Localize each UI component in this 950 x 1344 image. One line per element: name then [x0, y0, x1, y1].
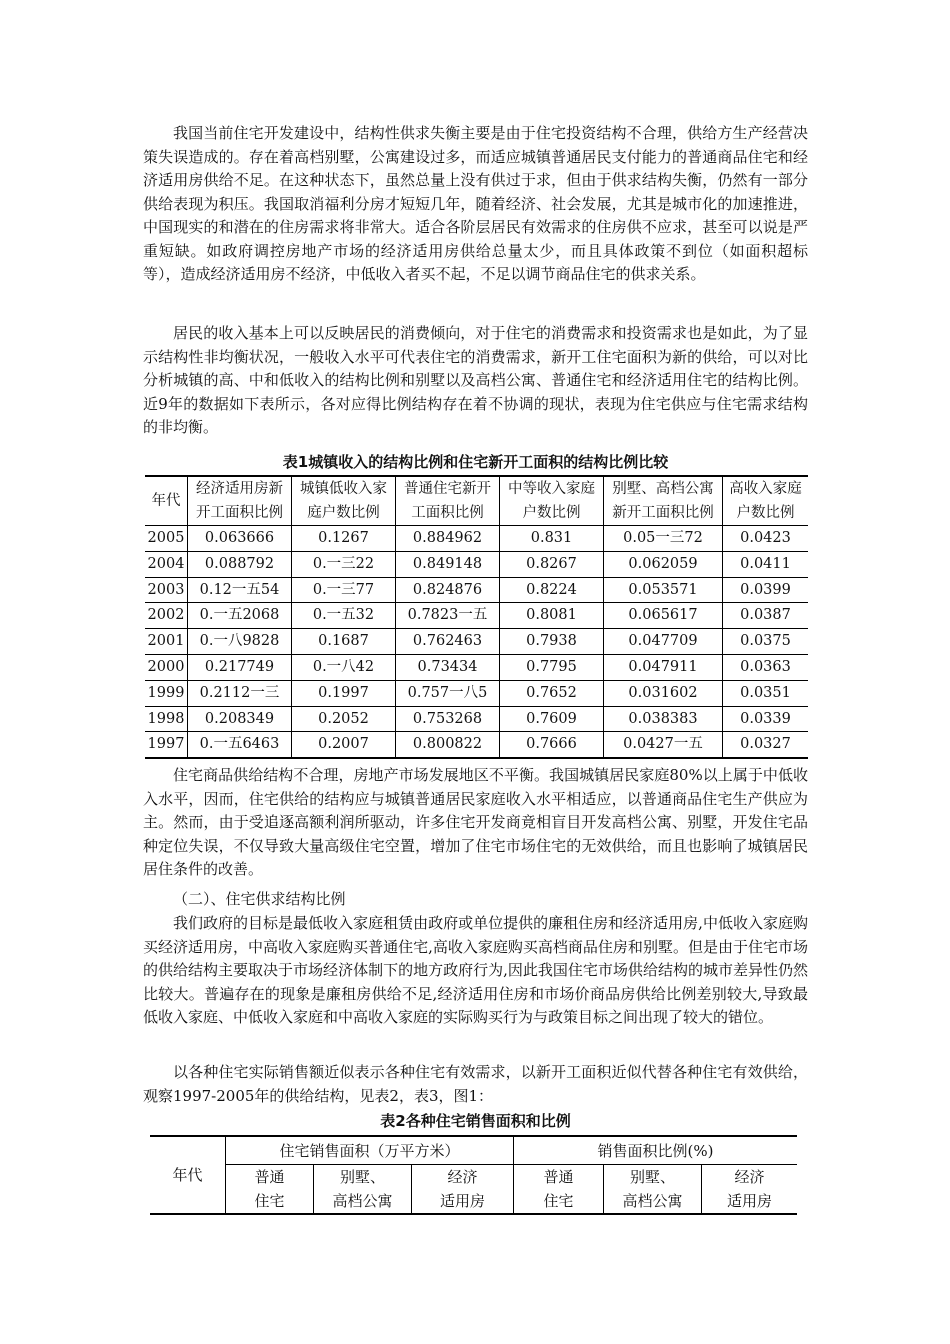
table1-caption: 表1城镇收入的结构比例和住宅新开工面积的结构比例比较	[282, 453, 669, 471]
table2-caption: 表2各种住宅销售面积和比例	[380, 1112, 571, 1130]
table2-sub-header: 普通 住宅	[226, 1164, 314, 1214]
table-row	[145, 654, 808, 680]
table-cell: 0.7823一五	[396, 603, 500, 629]
table-cell: 0.063666	[188, 526, 292, 552]
table-cell: 0.0327	[723, 732, 809, 758]
table-cell: 0.208349	[188, 706, 292, 732]
table-cell: 0.047911	[604, 654, 723, 680]
table-cell: 0.062059	[604, 551, 723, 577]
year-cell: 2005	[145, 526, 188, 552]
table-row	[145, 551, 808, 577]
table-cell: 0.038383	[604, 706, 723, 732]
table-cell: 0.0423	[723, 526, 809, 552]
table2-sub-header: 普通 住宅	[514, 1164, 604, 1214]
table-cell: 0.0351	[723, 680, 809, 706]
table-cell: 0.0411	[723, 551, 809, 577]
year-cell: 1997	[145, 732, 188, 758]
table-cell: 0.一五6463	[188, 732, 292, 758]
table2-group-area: 住宅销售面积（万平方米）	[226, 1136, 514, 1164]
section-heading: （二）、住宅供求结构比例	[173, 890, 346, 908]
table-cell: 0.73434	[396, 654, 500, 680]
year-cell: 1999	[145, 680, 188, 706]
table2-sub-header: 别墅、 高档公寓	[314, 1164, 412, 1214]
table1-col-header: 别墅、高档公寓 新开工面积比例	[604, 476, 723, 526]
table-cell: 0.0427一五	[604, 732, 723, 758]
table1-year-header: 年代	[145, 476, 188, 526]
table-cell: 0.05一三72	[604, 526, 723, 552]
table1-header-row	[145, 476, 808, 526]
table2-group-row	[150, 1136, 797, 1164]
table-row	[145, 629, 808, 655]
table-cell: 0.0339	[723, 706, 809, 732]
table-cell: 0.1267	[292, 526, 396, 552]
table1-col-header: 普通住宅新开 工面积比例	[396, 476, 500, 526]
year-cell: 2002	[145, 603, 188, 629]
year-cell: 2004	[145, 551, 188, 577]
table-cell: 0.824876	[396, 577, 500, 603]
table-row	[145, 732, 808, 758]
table-cell: 0.一三22	[292, 551, 396, 577]
table-cell: 0.1687	[292, 629, 396, 655]
table-cell: 0.800822	[396, 732, 500, 758]
table-cell: 0.7666	[500, 732, 604, 758]
paragraph-2: 居民的收入基本上可以反映居民的消费倾向，对于住宅的消费需求和投资需求也是如此，为了显示结构性非均衡状况，一般收入水平可代表住宅的消费需求，新开工住宅面积为新的供给，可以对比分析城镇的高、中和低收入的结构比例和别墅以及高档公寓、普通住宅和经济适用住宅的结构比例。近9年的数据如下表所示，各对应得比例结构存在着不协调的现状，表现为住宅供应与住宅需求结构的非均衡。	[143, 324, 808, 436]
table2-sub-row	[150, 1164, 797, 1214]
table1	[145, 475, 808, 759]
table-cell: 0.2112一三	[188, 680, 292, 706]
table2	[150, 1135, 797, 1215]
table-cell: 0.0363	[723, 654, 809, 680]
table-cell: 0.8224	[500, 577, 604, 603]
table-cell: 0.12一五54	[188, 577, 292, 603]
table2-group-ratio: 销售面积比例(%)	[514, 1136, 798, 1164]
year-cell: 2001	[145, 629, 188, 655]
table-cell: 0.065617	[604, 603, 723, 629]
table-cell: 0.7609	[500, 706, 604, 732]
table-cell: 0.0399	[723, 577, 809, 603]
paragraph-1: 我国当前住宅开发建设中，结构性供求失衡主要是由于住宅投资结构不合理，供给方生产经营决策失误造成的。存在着高档别墅，公寓建设过多，而适应城镇普通居民支付能力的普通商品住宅和经济适用房供给不足。在这种状态下，虽然总量上没有供过于求，但由于供求结构失衡，仍然有一部分供给表现为积压。我国取消福利分房才短短几年，随着经济、社会发展，尤其是城市化的加速推进，中国现实的和潜在的住房需求将非常大。适合各阶层居民有效需求的住房供不应求，甚至可以说是严重短缺。如政府调控房地产市场的经济适用房供给总量太少，而且具体政策不到位（如面积超标等），造成经济适用房不经济，中低收入者买不起，不足以调节商品住宅的供求关系。	[143, 124, 808, 283]
table-cell: 0.884962	[396, 526, 500, 552]
table-row	[145, 603, 808, 629]
table-cell: 0.757一八5	[396, 680, 500, 706]
paragraph-5: 以各种住宅实际销售额近似表示各种住宅有效需求，以新开工面积近似代替各种住宅有效供给，观察1997-2005年的供给结构，见表2，表3，图1：	[143, 1063, 808, 1105]
table-cell: 0.1997	[292, 680, 396, 706]
table2-sub-header: 经济 适用房	[702, 1164, 798, 1214]
table-row	[145, 706, 808, 732]
table-cell: 0.一八9828	[188, 629, 292, 655]
table-cell: 0.2052	[292, 706, 396, 732]
year-cell: 2000	[145, 654, 188, 680]
table-cell: 0.753268	[396, 706, 500, 732]
table1-col-header: 经济适用房新 开工面积比例	[188, 476, 292, 526]
table-cell: 0.217749	[188, 654, 292, 680]
year-cell: 1998	[145, 706, 188, 732]
table-row	[145, 680, 808, 706]
table2-year-header: 年代	[150, 1136, 226, 1214]
table-cell: 0.047709	[604, 629, 723, 655]
table-cell: 0.一五32	[292, 603, 396, 629]
table1-body	[145, 526, 808, 759]
year-cell: 2003	[145, 577, 188, 603]
table-cell: 0.一三77	[292, 577, 396, 603]
table-row	[145, 577, 808, 603]
table-cell: 0.8267	[500, 551, 604, 577]
table1-col-header: 高收入家庭 户数比例	[723, 476, 809, 526]
table-row	[145, 526, 808, 552]
table-cell: 0.一八42	[292, 654, 396, 680]
table1-col-header: 中等收入家庭 户数比例	[500, 476, 604, 526]
table-cell: 0.7795	[500, 654, 604, 680]
table2-sub-header: 经济 适用房	[412, 1164, 514, 1214]
table-cell: 0.7652	[500, 680, 604, 706]
table-cell: 0.8081	[500, 603, 604, 629]
table1-col-header: 城镇低收入家 庭户数比例	[292, 476, 396, 526]
table-cell: 0.053571	[604, 577, 723, 603]
table-cell: 0.一五2068	[188, 603, 292, 629]
table-cell: 0.831	[500, 526, 604, 552]
table-cell: 0.031602	[604, 680, 723, 706]
table2-sub-header: 别墅、 高档公寓	[604, 1164, 702, 1214]
paragraph-4: 我们政府的目标是最低收入家庭租赁由政府或单位提供的廉租住房和经济适用房,中低收入家庭购买经济适用房，中高收入家庭购买普通住宅,高收入家庭购买高档商品住房和别墅。但是由于住宅市场的供给结构主要取决于市场经济体制下的地方政府行为,因此我国住宅市场供给结构的城市差异性仍然比较大。普遍存在的现象是廉租房供给不足,经济适用住房和市场价商品房供给比例差别较大,导致最低收入家庭、中低收入家庭和中高收入家庭的实际购买行为与政策目标之间出现了较大的错位。	[143, 914, 808, 1026]
table-cell: 0.0375	[723, 629, 809, 655]
table-cell: 0.7938	[500, 629, 604, 655]
table-cell: 0.088792	[188, 551, 292, 577]
table-cell: 0.849148	[396, 551, 500, 577]
table-cell: 0.762463	[396, 629, 500, 655]
table-cell: 0.2007	[292, 732, 396, 758]
table-cell: 0.0387	[723, 603, 809, 629]
paragraph-3: 住宅商品供给结构不合理，房地产市场发展地区不平衡。我国城镇居民家庭80%以上属于中低收入水平，因而，住宅供给的结构应与城镇普通居民家庭收入水平相适应，以普通商品住宅生产供应为主。然而，由于受追逐高额利润所驱动，许多住宅开发商竟相盲目开发高档公寓、别墅，开发住宅品种定位失误，不仅导致大量高级住宅空置，增加了住宅市场住宅的无效供给，而且也影响了城镇居民居住条件的改善。	[143, 766, 808, 878]
